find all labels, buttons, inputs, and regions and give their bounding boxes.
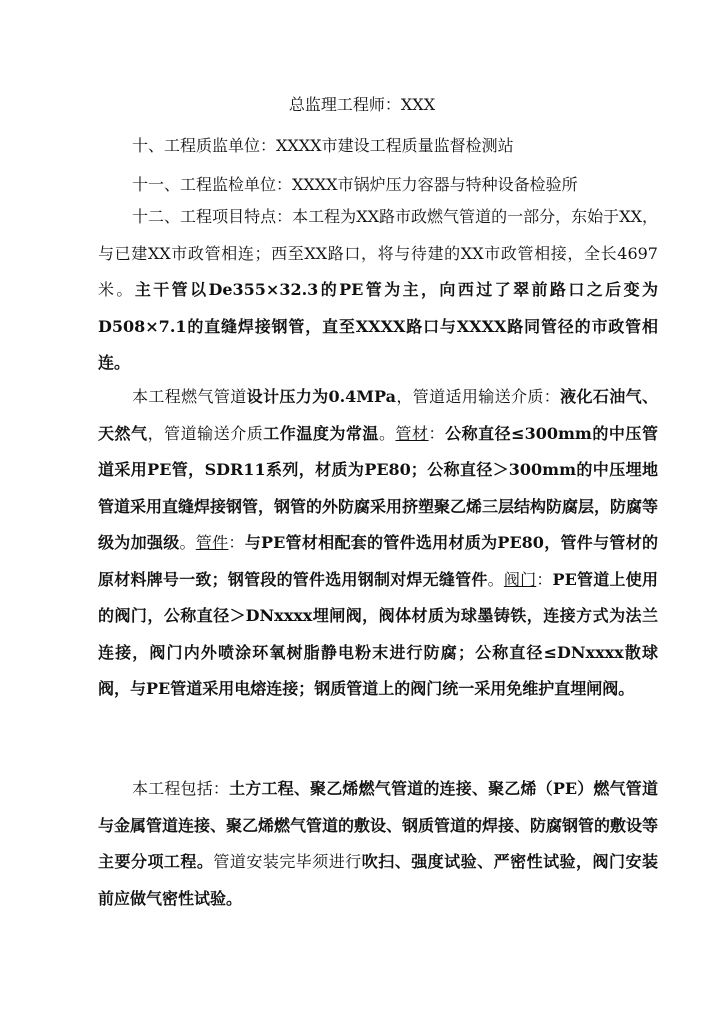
pipe-material-heading: 管材 bbox=[395, 423, 429, 443]
design-text-3: ，管道输送介质 bbox=[147, 423, 264, 443]
scope-text-1: 本工程包括： bbox=[132, 779, 230, 798]
project-features-intro: 十二、工程项目特点：本工程为XX路市政燃气管道的一部分，东始于XX，与已建XX市政管相连；西至XX路口，将与待建的XX市政管相接，全长4697米。 bbox=[98, 207, 658, 299]
fittings-detail: 与PE管材相配套的管件选用材质为PE80，管件与管材的原材料牌号一致；钢管段的管件选用钢制对焊无缝管件 bbox=[98, 533, 658, 589]
chief-supervisor-text: 总监理工程师：XXX bbox=[288, 95, 436, 114]
design-text-9: ： bbox=[536, 569, 553, 589]
design-text-8: 。 bbox=[487, 569, 504, 589]
project-features-bold: 主干管以De355×32.3的PE管为主，向西过了翠前路口之后变为D508×7.1的直缝焊接钢管，直至XXXX路口与XXXX路同管径的市政管相连。 bbox=[98, 280, 658, 372]
scope-paragraph bbox=[98, 771, 658, 917]
scope-text-2: 管道安装完毕须进行 bbox=[213, 852, 362, 871]
scope-tests: 吹扫、强度试验、严密性试验，阀门安装前应做气密性试验。 bbox=[98, 852, 658, 908]
project-features-paragraph bbox=[98, 199, 658, 382]
quality-supervision-text: 十、工程质监单位：XXXX市建设工程质量监督检测站 bbox=[132, 136, 514, 155]
quality-supervision-line bbox=[132, 136, 712, 156]
pipe-material-detail: 公称直径≤300mm的中压管道采用PE管，SDR11系列，材质为PE80；公称直径＞300mm的中压埋地管道采用直缝焊接钢管，钢管的外防腐采用挤塑聚乙烯三层结构防腐层，防腐等级为加强级 bbox=[98, 423, 659, 552]
valves-detail: PE管道上使用的阀门，公称直径＞DNxxxx埋闸阀，阀体材质为球墨铸铁，连接方式为法兰连接，阀门内外喷涂环氧树脂静电粉末进行防腐；公称直径≤DNxxxx散球阀，与PE管道采用电熔连接；钢质管道上的阀门统一采用免维护直埋闸阀。 bbox=[98, 569, 658, 698]
design-text-2: ，管道适用输送介质： bbox=[396, 387, 561, 406]
scope-items: 土方工程、聚乙烯燃气管道的连接、聚乙烯（PE）燃气管道与金属管道连接、聚乙烯燃气管道的敷设、钢质管道的焊接、防腐钢管的敷设等主要分项工程。 bbox=[98, 779, 659, 871]
design-text-6: 。 bbox=[179, 533, 196, 552]
design-pressure: 设计压力为0.4MPa bbox=[246, 387, 396, 406]
valves-heading: 阀门 bbox=[503, 569, 537, 589]
fittings-heading: 管件 bbox=[195, 533, 229, 552]
design-text-5: ： bbox=[428, 423, 446, 443]
design-temperature: 工作温度为常温 bbox=[263, 423, 379, 443]
chief-supervisor-line bbox=[0, 95, 724, 115]
design-text-1: 本工程燃气管道 bbox=[132, 387, 247, 406]
inspection-unit-text: 十一、工程监检单位：XXXX市锅炉压力容器与特种设备检验所 bbox=[132, 175, 578, 194]
design-text-4: 。 bbox=[378, 423, 396, 443]
design-medium: 液化石油气、天然气 bbox=[98, 387, 658, 443]
inspection-unit-line bbox=[132, 175, 712, 195]
design-text-7: ： bbox=[228, 533, 245, 552]
design-paragraph bbox=[98, 379, 658, 708]
